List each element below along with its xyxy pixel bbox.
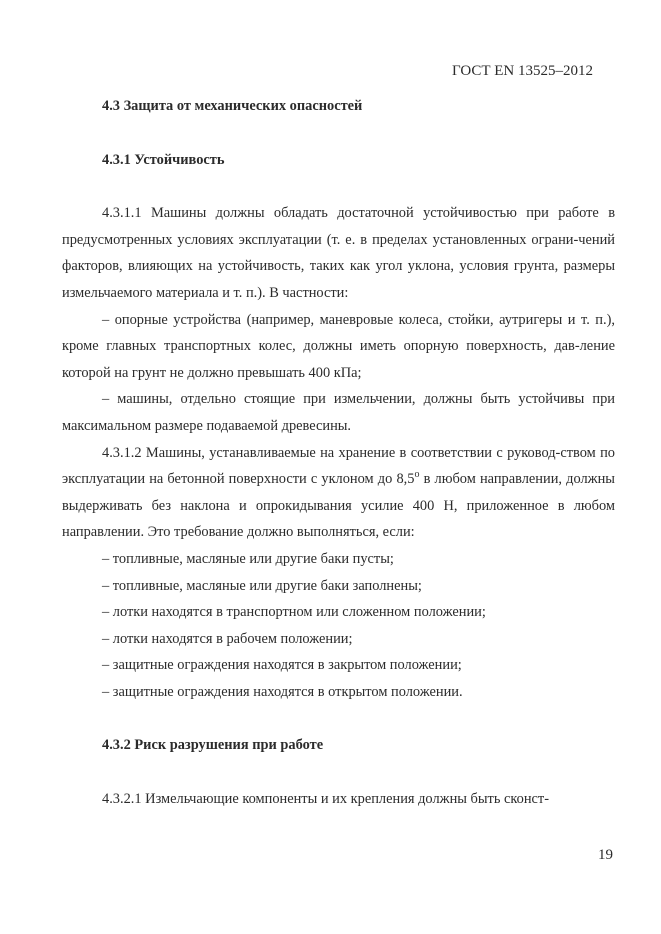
page-number: 19 <box>598 847 613 863</box>
list-item-condition: – топливные, масляные или другие баки заполнены; <box>102 577 422 594</box>
subsection-heading-breakage-risk: 4.3.2 Риск разрушения при работе <box>102 737 324 754</box>
list-item-standalone-machines: – машины, отдельно стоящие при измельчении, должны быть устойчивы при максимальном размере подаваемой древесины. <box>62 391 615 434</box>
degree-superscript: o <box>414 469 420 481</box>
list-item-support-devices: – опорные устройства (например, маневровые колеса, стойки, аутригеры и т. п.), кроме главных транспортных колес, должны иметь опорную поверхность, дав-ление которой на грунт не должно превышать 400 кПа; <box>62 311 615 381</box>
list-item-condition: – защитные ограждения находятся в закрытом положении; <box>102 657 462 674</box>
list-item-condition: – топливные, масляные или другие баки пусты; <box>102 550 394 567</box>
paragraph-4-3-1-2-part-2: в любом направлении, должны выдерживать без наклона и опрокидывания усилие 400 Н, приложенное в любом направлении. Это требование должно выполняться, если: <box>62 471 615 541</box>
document-body <box>62 93 615 813</box>
list-item-condition: – защитные ограждения находятся в открытом положении. <box>102 683 463 700</box>
section-heading: 4.3 Защита от механических опасностей <box>102 98 363 114</box>
paragraph-4-3-1-2-part-1: 4.3.1.2 Машины, устанавливаемые на хранение в соответствии с руковод-ством по эксплуатации на бетонной поверхности с уклоном до 8,5 <box>62 444 615 488</box>
subsection-heading-stability: 4.3.1 Устойчивость <box>102 151 225 168</box>
paragraph-4-3-1-2 <box>62 440 615 546</box>
list-item-condition: – лотки находятся в транспортном или сложенном положении; <box>102 604 486 621</box>
paragraph-4-3-1-1: 4.3.1.1 Машины должны обладать достаточной устойчивостью при работе в предусмотренных условиях эксплуатации (т. е. в пределах установленных ограни-чений факторов, влияющих на устойчивость, таких как угол уклона, условия грунта, размеры измельчаемого материала и т. п.). В частности: <box>62 205 615 301</box>
list-item-condition: – лотки находятся в рабочем положении; <box>102 630 353 647</box>
document-code: ГОСТ EN 13525–2012 <box>452 63 593 79</box>
paragraph-4-3-2-1: 4.3.2.1 Измельчающие компоненты и их крепления должны быть сконст- <box>102 791 549 808</box>
